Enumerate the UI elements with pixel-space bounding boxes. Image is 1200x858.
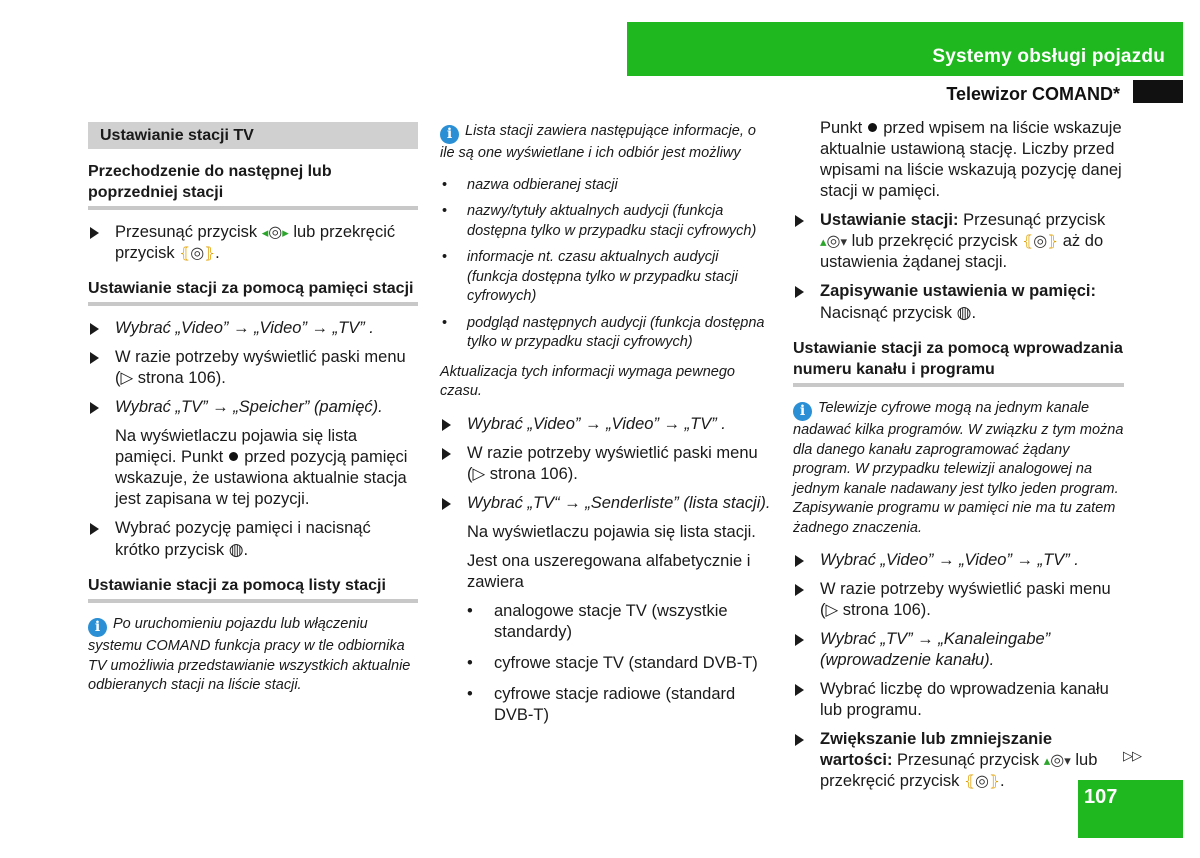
section-tab-marker <box>1133 80 1183 103</box>
page-number-box <box>1078 780 1183 838</box>
subheading-station-list: Ustawianie stacji za pomocą listy stacji <box>88 575 418 603</box>
step-arrow-icon <box>90 323 99 335</box>
step-select-number: Wybrać liczbę do wprowadzenia kanału lub programu. <box>793 679 1124 721</box>
step-arrow-icon <box>442 448 451 460</box>
marker-dot-icon <box>868 123 877 132</box>
step-move-or-turn: Przesunąć przycisk ◂◎▸ lub przekręcić przycisk ⦃◎⦄. <box>88 222 418 264</box>
info-icon: i <box>440 125 459 144</box>
step-arrow-icon <box>90 227 99 239</box>
rotate-knob-icon: ⦃◎⦄ <box>963 773 1000 790</box>
subheading-next-prev: Przechodzenie do następnej lub poprzedniej stacji <box>88 161 418 210</box>
list-item: • cyfrowe stacje radiowe (standard DVB-T) <box>467 684 772 726</box>
memory-list-description: Na wyświetlaczu pojawia się lista pamięci. Punkt przed pozycją pamięci wskazuje, że ustawiona aktualnie stacja jest zapisana w tej pozycji. <box>115 427 408 508</box>
current-station-note: Punkt przed wpisem na liście wskazuje aktualnie ustawioną stację. Liczby przed wpisami na liście wskazują pozycję danej stacji w pamięci. <box>820 119 1122 200</box>
step-show-menu: W razie potrzeby wyświetlić paski menu (▷ strona 106). <box>88 347 418 389</box>
step-arrow-icon <box>442 498 451 510</box>
step-select-video: Wybrać „Video” → „Video” → „TV” . <box>793 550 1124 571</box>
list-item: • podgląd następnych audycji (funkcja dostępna tylko w przypadku stacji cyfrowych) <box>440 314 772 353</box>
step-arrow-icon <box>795 286 804 298</box>
step-show-menu: W razie potrzeby wyświetlić paski menu (▷ strona 106). <box>793 579 1124 621</box>
column-3 <box>793 118 1124 800</box>
step-select-kanaleingabe: Wybrać „TV” → „Kanaleingabe” (wprowadzenie kanału). <box>793 629 1124 671</box>
subheading-memory: Ustawianie stacji za pomocą pamięci stacji <box>88 278 418 306</box>
list-item: • cyfrowe stacje TV (standard DVB-T) <box>467 653 772 674</box>
info-icon: i <box>88 618 107 637</box>
chapter-title: Systemy obsługi pojazdu <box>932 46 1165 67</box>
station-type-list <box>440 601 772 726</box>
step-select-senderliste: Wybrać „TV“ → „Senderliste” (lista stacji). <box>440 493 772 514</box>
list-item: • nazwy/tytuły aktualnych audycji (funkcja dostępna tylko w przypadku stacji cyfrowych) <box>440 202 772 241</box>
heading-station-setup: Ustawianie stacji TV <box>88 122 418 149</box>
info-note-digital-tv: i Telewizje cyfrowe mogą na jednym kanale nadawać kilka programów. W związku z tym można dla danego kanału zaprogramować żądany program. W przypadku telewizji analogowej na jednym kanale nadawany jest tylko jeden program. Zapisywanie programu w pamięci nie ma tu zatem żadnego znaczenia. <box>793 400 1124 536</box>
step-arrow-icon <box>795 584 804 596</box>
rotate-knob-icon: ⦃◎⦄ <box>1022 233 1059 250</box>
press-knob-icon: ◍ <box>956 303 972 322</box>
station-list-sorted: Jest ona uszeregowana alfabetycznie i zawiera <box>467 551 751 591</box>
step-select-video: Wybrać „Video” → „Video” → „TV” . <box>88 318 418 339</box>
step-arrow-icon <box>90 523 99 535</box>
subheading-channel-entry: Ustawianie stacji za pomocą wprowadzania numeru kanału i programu <box>793 338 1124 387</box>
update-note: Aktualizacja tych informacji wymaga pewnego czasu. <box>440 363 735 399</box>
step-select-memory-position: Wybrać pozycję pamięci i nacisnąć krótko przycisk ◍. <box>88 518 418 561</box>
info-note-station-list: i Lista stacji zawiera następujące informacje, o ile są one wyświetlane i ich odbiór jest możliwy <box>440 123 756 161</box>
step-arrow-icon <box>795 555 804 567</box>
column-2 <box>440 122 772 736</box>
marker-dot-icon <box>229 452 238 461</box>
step-arrow-icon <box>795 734 804 746</box>
page-number: 107 <box>1084 786 1118 808</box>
step-set-station: Ustawianie stacji: Przesunąć przycisk ▴◎▾ lub przekręcić przycisk ⦃◎⦄ aż do ustawienia żądanej stacji. <box>793 210 1124 273</box>
column-1 <box>88 122 418 708</box>
step-arrow-icon <box>90 352 99 364</box>
press-knob-icon: ◍ <box>228 540 244 559</box>
chapter-header-bar <box>627 22 1183 76</box>
step-arrow-icon <box>795 684 804 696</box>
slide-left-right-icon: ◂◎▸ <box>261 224 289 241</box>
continue-arrows-icon: ▷▷ <box>1123 748 1141 763</box>
step-arrow-icon <box>795 215 804 227</box>
step-arrow-icon <box>795 634 804 646</box>
list-item: • analogowe stacje TV (wszystkie standardy) <box>467 601 772 643</box>
info-icon: i <box>793 402 812 421</box>
step-select-video: Wybrać „Video” → „Video” → „TV” . <box>440 414 772 435</box>
info-note-background: i Po uruchomieniu pojazdu lub włączeniu systemu COMAND funkcja pracy w tle odbiornika TV umożliwia przedstawianie wszystkich aktualnie odbieranych stacji na liście stacji. <box>88 616 411 693</box>
rotate-knob-icon: ⦃◎⦄ <box>179 245 216 262</box>
section-title: Telewizor COMAND* <box>946 84 1120 104</box>
step-arrow-icon <box>90 402 99 414</box>
station-list-shown: Na wyświetlaczu pojawia się lista stacji. <box>467 522 756 541</box>
station-info-list <box>440 176 772 353</box>
step-save-setting: Zapisywanie ustawienia w pamięci: Nacisnąć przycisk ◍. <box>793 281 1124 324</box>
step-select-speicher: Wybrać „TV” → „Speicher” (pamięć). <box>88 397 418 418</box>
list-item: • nazwa odbieranej stacji <box>440 176 772 196</box>
slide-up-down-icon: ▴◎▾ <box>1043 752 1071 769</box>
slide-up-down-icon: ▴◎▾ <box>820 233 848 250</box>
step-arrow-icon <box>442 419 451 431</box>
list-item: • informacje nt. czasu aktualnych audycji (funkcja dostępna tylko w przypadku stacji cyfrowych) <box>440 248 772 307</box>
step-show-menu: W razie potrzeby wyświetlić paski menu (▷ strona 106). <box>440 443 772 485</box>
step-increase-decrease: Zwiększanie lub zmniejszanie wartości: Przesunąć przycisk ▴◎▾ lub przekręcić przycisk ⦃◎⦄. <box>793 729 1124 792</box>
